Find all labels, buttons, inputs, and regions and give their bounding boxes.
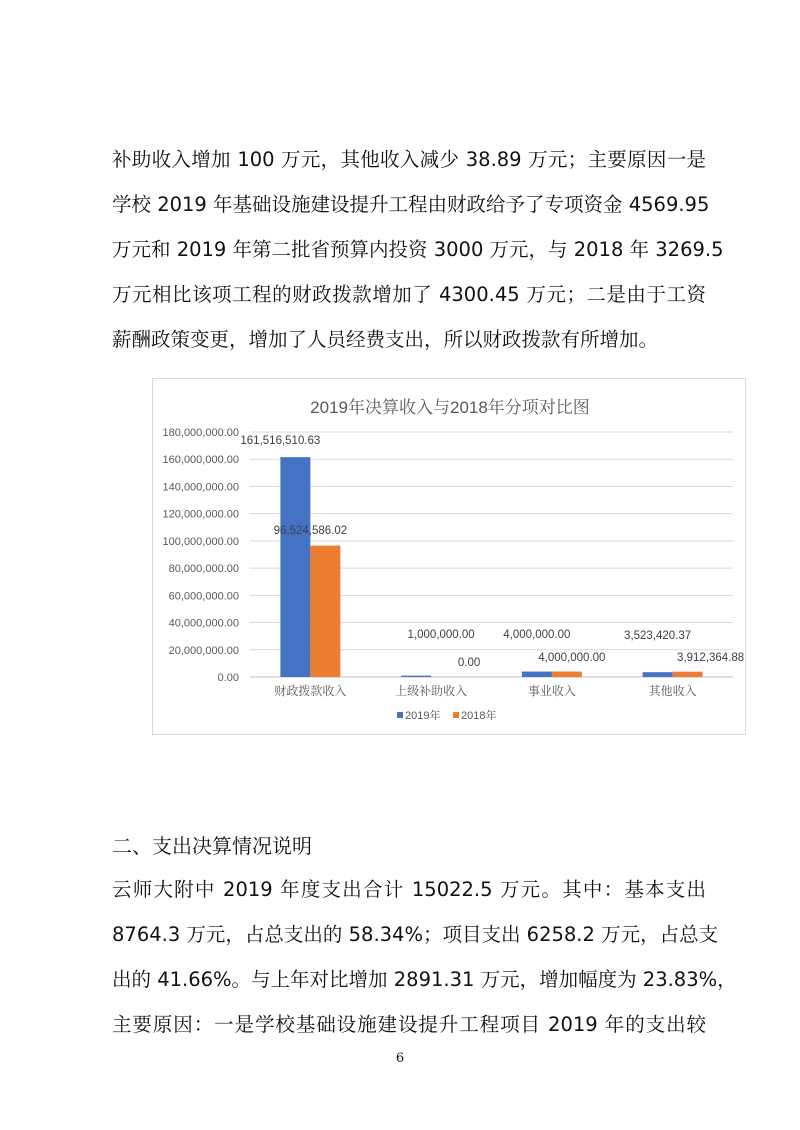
chart-canvas [153,379,747,736]
income-comparison-chart [152,378,746,735]
y-tick-label: 0.00 [217,672,239,684]
y-tick-label: 140,000,000.00 [162,481,239,494]
paragraph-line: 8764.3 万元，占总支出的 58.34%；项目支出 6258.2 万元，占总支 [112,923,719,946]
bar [673,672,703,677]
y-tick-label: 80,000,000.00 [168,563,239,576]
paragraph-line: 薪酬政策变更，增加了人员经费支出，所以财政拨款有所增加。 [112,328,659,351]
x-tick-label: 事业收入 [527,684,576,698]
bar [643,672,673,677]
section-heading: 二、支出决算情况说明 [112,834,312,858]
data-label: 161,516,510.63 [240,435,321,447]
page-number: 6 [395,1051,405,1066]
paragraph-line: 出的 41.66%。与上年对比增加 2891.31 万元，增加幅度为 23.83%， [112,968,737,991]
legend-label: 2018年 [461,710,497,722]
paragraph-line: 万元相比该项工程的财政拨款增加了 4300.45 万元；二是由于工资 [112,283,706,306]
y-tick-label: 120,000,000.00 [162,508,239,521]
data-label: 4,000,000.00 [503,629,571,641]
bar [522,672,552,677]
y-tick-label: 180,000,000.00 [162,427,239,439]
bar [552,672,582,677]
y-tick-label: 160,000,000.00 [162,454,239,467]
x-tick-label: 上级补助收入 [395,684,468,698]
y-tick-label: 60,000,000.00 [168,590,239,603]
paragraph-line: 补助收入增加 100 万元，其他收入减少 38.89 万元；主要原因一是 [112,148,706,171]
x-tick-label: 财政拨款收入 [274,684,347,698]
bar [310,546,340,677]
y-tick-label: 40,000,000.00 [168,617,239,630]
data-label: 3,912,364.88 [677,652,745,664]
y-tick-label: 100,000,000.00 [162,535,239,548]
paragraph-line: 万元和 2019 年第二批省预算内投资 3000 万元，与 2018 年 3269.5 [112,238,724,261]
bar [401,676,431,677]
chart-title: 2019年决算收入与2018年分项对比图 [310,398,590,417]
paragraph-line: 主要原因：一是学校基础设施建设提升工程项目 2019 年的支出较 [112,1013,706,1036]
paragraph-line: 云师大附中 2019 年度支出合计 15022.5 万元。其中：基本支出 [112,878,706,901]
x-tick-label: 其他收入 [648,684,697,698]
legend-swatch [453,712,459,718]
data-label: 0.00 [457,657,481,669]
y-tick-label: 20,000,000.00 [168,644,239,657]
paragraph-line: 学校 2019 年基础设施建设提升工程由财政给予了专项资金 4569.95 [112,193,710,216]
legend-label: 2019年 [405,710,441,722]
data-label: 96,524,586.02 [273,525,348,537]
data-label: 1,000,000.00 [407,629,475,641]
data-label: 4,000,000.00 [538,652,606,664]
bar [280,457,310,677]
legend-swatch [397,712,403,718]
data-label: 3,523,420.37 [624,630,692,642]
